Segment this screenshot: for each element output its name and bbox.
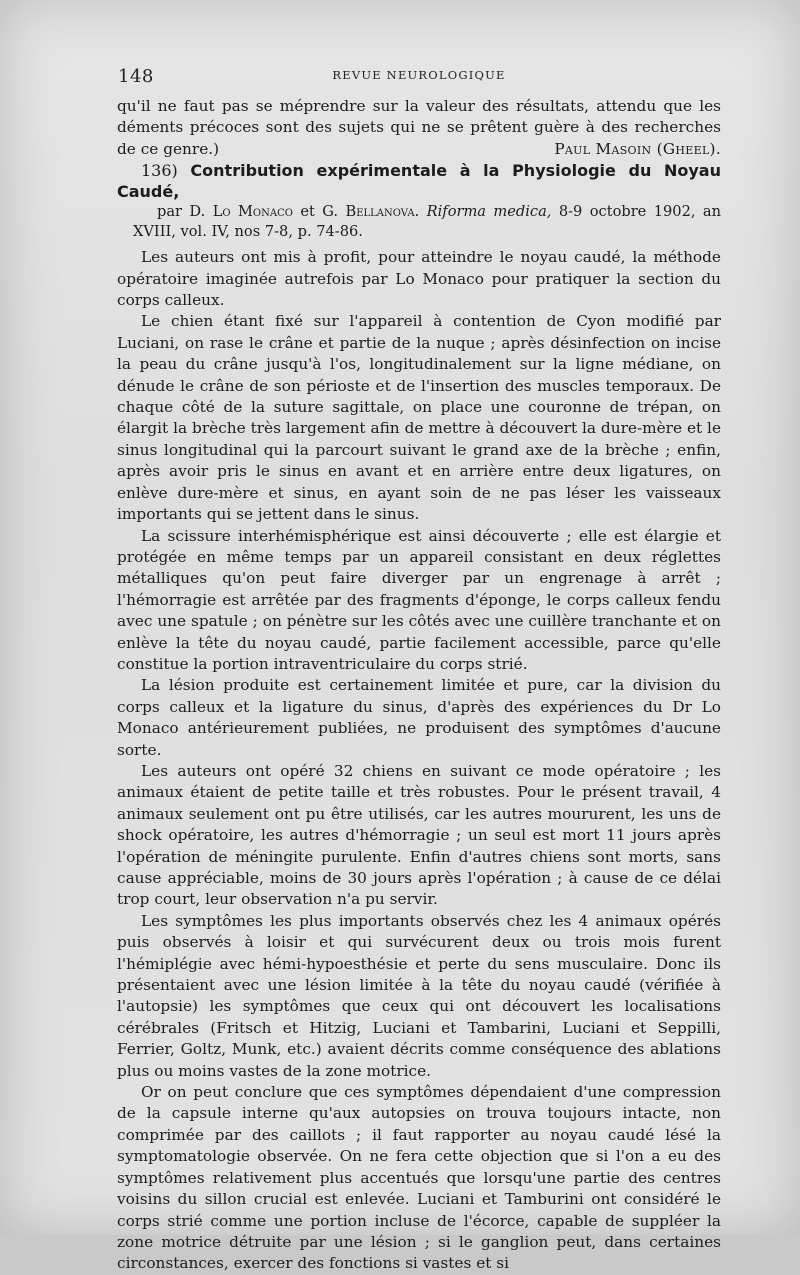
paragraph-4: La lésion produite est certainement limitée et pure, car la division du corps calleux et la ligature du sinus, d'après des expériences du Dr Lo Monaco antérieurement publiées, ne produisent des symptômes d'aucune sorte. bbox=[117, 676, 721, 759]
previous-article-signature: Paul Masoin (Gheel). bbox=[554, 139, 721, 158]
byline-sep: . bbox=[414, 203, 420, 221]
paragraph-3: La scissure interhémisphérique est ainsi découverte ; elle est élargie et protégée en même temps par un appareil consistant en deux réglettes métalliques qu'on peut faire diverger par un engrenage à arrêt ; l'hémorragie est arrêtée par des fragments d'éponge, le corps calleux fendu avec une spatule ; on pénètre sur les côtés avec une cuillère tranchante et on enlève la tête du noyau caudé, partie facilement accessible, parce qu'elle constitue la portion intraventriculaire du corps strié. bbox=[117, 526, 721, 673]
article-title: Contribution expérimentale à la Physiologie du Noyau Caudé, bbox=[117, 161, 721, 202]
running-head: REVUE NEUROLOGIQUE bbox=[332, 68, 506, 82]
byline-pre: par D. bbox=[157, 203, 206, 221]
article-byline bbox=[117, 202, 721, 241]
journal-name: Riforma medica, bbox=[426, 203, 552, 221]
paragraph-5: Les auteurs ont opéré 32 chiens en suivant ce mode opératoire ; les animaux étaient de petite taille et très robustes. Pour le présent travail, 4 animaux seulement ont pu être utilisés, car les autres moururent, les uns de shock opératoire, les autres d'hémorragie ; un seul est mort 11 jours après l'opération de méningite purulente. Enfin d'autres chiens sont morts, sans cause appréciable, moins de 30 jours après l'opération ; à cause de ce délai trop court, leur observation n'a pu servir. bbox=[117, 761, 721, 909]
author-1: Lo Monaco bbox=[212, 203, 293, 221]
paragraph-6: Les symptômes les plus importants observés chez les 4 animaux opérés puis observés à loisir et qui survécurent deux ou trois mois furent l'hémiplégie avec hémi-hypoesthésie et perte du sens musculaire. Donc ils présentaient avec une lésion limitée à la tête du noyau caudé (vérifiée à l'autopsie) les symptômes que ceux qui ont découvert les localisations cérébrales (Fritsch et Hitzig, Luciani et Tambarini, Luciani et Seppilli, Ferrier, Goltz, Munk, etc.) avaient décrits comme conséquence des ablations plus ou moins vastes de la zone motrice. bbox=[117, 911, 721, 1080]
page-number: 148 bbox=[118, 66, 154, 87]
paragraph-1: Les auteurs ont mis à profit, pour atteindre le noyau caudé, la méthode opératoire imaginée autrefois par Lo Monaco pour pratiquer la section du corps calleux. bbox=[117, 248, 721, 310]
author-2: Bellanova bbox=[345, 203, 415, 221]
article-number: 136) bbox=[141, 161, 178, 181]
page-header bbox=[118, 66, 720, 86]
byline-post: 8-9 octobre 1902, an XVIII, vol. IV, nos 7-8, p. 74-86. bbox=[133, 203, 722, 240]
paragraph-2: Le chien étant fixé sur l'appareil à contention de Cyon modifié par Luciani, on rase le crâne et partie de la nuque ; après désinfection on incise la peau du crâne jusqu'à l'os, longitudinalement sur la ligne médiane, on dénude le crâne de son périoste et de l'insertion des muscles temporaux. De chaque côté de la suture sagittale, on place une couronne de trépan, on élargit la brèche très largement afin de mettre à découvert la dure-mère et le sinus longitudinal qui la parcourt suivant le grand axe de la brèche ; enfin, après avoir pris le sinus en avant et en arrière entre deux ligatures, on enlève dure-mère et sinus, en ayant soin de ne pas léser les vaisseaux importants qui se jettent dans le sinus. bbox=[117, 312, 721, 524]
previous-article-tail: qu'il ne faut pas se méprendre sur la valeur des résultats, attendu que les déments précoces sont des sujets qui ne se prêtent guère à des recherches de ce genre.) bbox=[117, 97, 721, 158]
byline-mid: et G. bbox=[300, 203, 339, 221]
article-heading bbox=[117, 160, 721, 202]
paragraph-7: Or on peut conclure que ces symptômes dépendaient d'une compression de la capsule interne qu'aux autopsies on trouva toujours intacte, non comprimée par des caillots ; il faut rapporter au noyau caudé lésé la symptomatologie observée. On ne fera cette objection que si l'on a eu des symptômes relativement plus accentués que lorsqu'une partie des centres voisins du sillon crucial est enlevée. Luciani et Tamburini ont considéré le corps strié comme une portion incluse de l'écorce, capable de suppléer la zone motrice détruite par une lésion ; si le ganglion peut, dans certaines circonstances, exercer des fonctions si vastes et si bbox=[117, 1083, 721, 1273]
page-content bbox=[117, 96, 721, 1275]
